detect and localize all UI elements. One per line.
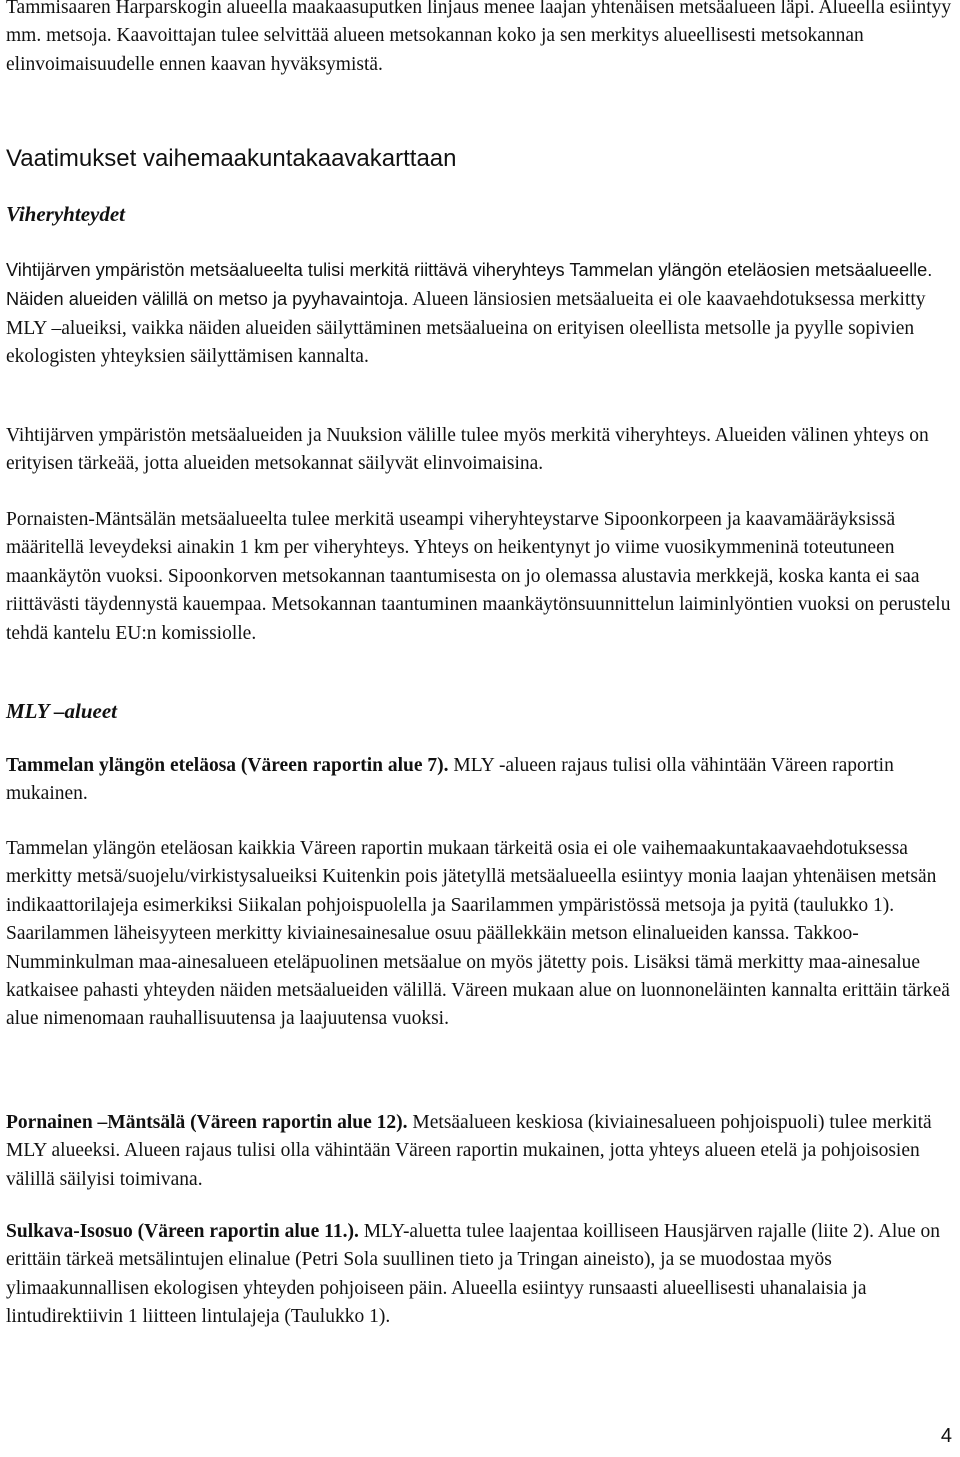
intro-paragraph: Tammisaaren Harparskogin alueella maakaasuputken linjaus menee laajan yhtenäisen metsäalueen läpi. Alueella esiintyy mm. metsoja. Kaavoittajan tulee selvittää alueen metsokannan koko ja sen merkitys alueellisesti metsokannan elinvoimaisuudelle ennen kaavan hyväksymistä. <box>6 0 952 75</box>
pornainen-paragraph <box>6 1109 952 1194</box>
viheryhteydet-paragraph-1 <box>6 256 952 372</box>
pornainen-text: Metsäalueen keskiosa (kiviainesalueen pohjoispuoli) tulee merkitä MLY alueeksi. Alueen rajaus tulisi olla vähintään Väreen raportin mukainen, jotta yhteys alueen etelä ja pohjoisosien välillä säilyisi toimivana. <box>6 1112 932 1190</box>
viheryhteydet-paragraph-1-rest: Alueen länsiosien metsäalueita ei ole kaavaehdotuksessa merkitty MLY –alueiksi, vaikka näiden alueiden säilyttäminen metsäalueina on erityisen oleellista metsolle ja pyylle sopivien ekologisten yhteyksien säilyttämisen kannalta. <box>6 289 926 368</box>
viheryhteydet-paragraph-2: Vihtijärven ympäristön metsäalueiden ja Nuuksion välille tulee myös merkitä viheryhteys. Alueiden välinen yhteys on erityisen tärkeää, jotta alueiden metsokannat säilyvät elinvoimaisina. <box>6 425 929 475</box>
tammela-title: Tammelan ylängön eteläosa (Väreen raportin alue 7). <box>6 755 449 776</box>
sulkava-title: Sulkava-Isosuo (Väreen raportin alue 11.). <box>6 1221 359 1242</box>
tammela-text: MLY -alueen rajaus tulisi olla vähintään Väreen raportin mukainen. <box>6 755 894 805</box>
viheryhteydet-paragraph-3: Pornaisten-Mäntsälän metsäalueelta tulee merkitä useampi viheryhteystarve Sipoonkorpeen ja kaavamääräyksissä määritellä leveydeksi ainakin 1 km per viheryhteys. Yhteys on heikentynyt jo viime vuosikymmeninä toteutuneen maankäytön vuoksi. Sipoonkorven metsokannan taantumisesta on jo olemassa alustavia merkkejä, koska kanta ei saa riittävästi täydennystä kauempaa. Metsokannan taantuminen maankäytönsuunnittelun laiminlyöntien vuoksi on perustelu tehdä kantelu EU:n komissiolle. <box>6 509 951 644</box>
tammela-detail-paragraph: Tammelan ylängön eteläosan kaikkia Väreen raportin mukaan tärkeitä osia ei ole vaihemaakuntakaavaehdotuksessa merkitty metsä/suojelu/virkistysalueiksi Kuitenkin pois jätetyllä metsäalueella esiintyy monia laajan yhtenäisen metsän indikaattorilajeja esimerkiksi Siikalan pohjoispuolella ja Saarilammen ympäristössä metsoja ja pyitä (taulukko 1). Saarilammen läheisyyteen merkitty kiviainesainesalue osuu päällekkäin metson elinalueiden kanssa. Takkoo-Numminkulman maa-ainesalueen eteläpuolinen metsäalue on myös jätetty pois. Lisäksi tämä merkitty maa-ainesalue katkaisee pahasti yhteyden näiden metsäalueiden välillä. Väreen mukaan alue on luonnoneläinten kannalta erittäin tärkeä alue nimenomaan rauhallisuutensa ja laajuutensa vuoksi. <box>6 838 950 1030</box>
page-number: 4 <box>940 1425 952 1447</box>
main-heading: Vaatimukset vaihemaakuntakaavakarttaan <box>6 145 457 172</box>
pornainen-title: Pornainen –Mäntsälä (Väreen raportin alue 12). <box>6 1112 408 1133</box>
viheryhteydet-paragraph-1-sans: Vihtijärven ympäristön metsäalueelta tulisi merkitä riittävä viheryhteys Tammelan ylängön eteläosien metsäalueelle. Näiden alueiden välillä on metso ja pyyhavaintoja. <box>6 260 933 310</box>
viheryhteydet-heading: Viheryhteydet <box>6 202 125 226</box>
sulkava-paragraph <box>6 1218 952 1332</box>
mly-heading: MLY –alueet <box>6 699 118 723</box>
sulkava-text: MLY-aluetta tulee laajentaa koilliseen Hausjärven rajalle (liite 2). Alue on erittäin tärkeä metsälintujen elinalue (Petri Sola suullinen tieto ja Tringan aineisto), ja se muodostaa myös ylimaakunnallisen ekologisen yhteyden pohjoiseen päin. Alueella esiintyy runsaasti alueellisesti uhanalaisia ja lintudirektiivin 1 liitteen lintulajeja (Taulukko 1). <box>6 1221 941 1328</box>
tammela-paragraph <box>6 752 952 809</box>
